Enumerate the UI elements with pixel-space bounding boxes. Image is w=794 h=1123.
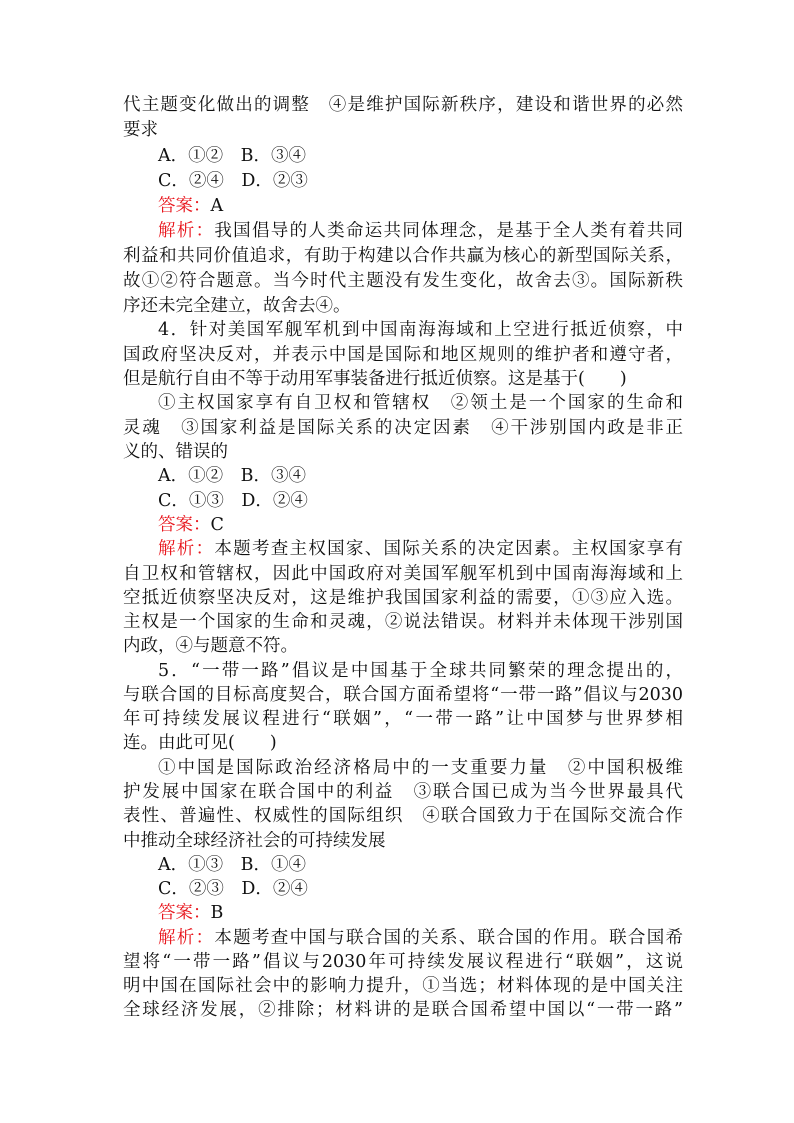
answer-label: 答案：	[158, 515, 211, 535]
q3-answer	[158, 194, 558, 218]
q3-analysis-line-2: 利益和共同价值追求，有助于构建以合作共赢为核心的新型国际关系，	[123, 246, 683, 266]
q4-answer	[158, 513, 558, 537]
answer-value: C	[210, 515, 224, 535]
analysis-label: 解析：	[158, 928, 215, 948]
q5-stem-line-3: 年可持续发展议程进行“联姻”，“一带一路”让中国梦与世界梦相	[123, 709, 683, 729]
q5-analysis-line-3: 明中国在国际社会中的影响力提升，①当选；材料体现的是中国关注	[123, 976, 683, 996]
q5-analysis-line-4: 全球经济发展，②排除；材料讲的是联合国希望中国以“一带一路”	[123, 1000, 683, 1020]
q4-options-ab: A．①② B．③④	[158, 466, 306, 486]
q4-choice-line-2: 灵魂 ③国家利益是国际关系的决定因素 ④干涉别国内政是非正	[123, 418, 683, 438]
q4-analysis-line-4: 主权是一个国家的生命和灵魂，②说法错误。材料并未体现干涉别国	[123, 612, 683, 632]
answer-label: 答案：	[158, 903, 211, 923]
analysis-label: 解析：	[158, 221, 215, 241]
q4-options-cd: C．①③ D．②④	[158, 491, 308, 511]
q3-stem-line-1: 代主题变化做出的调整 ④是维护国际新秩序，建设和谐世界的必然	[123, 95, 683, 115]
q5-analysis-line-1: 解析：本题考查中国与联合国的关系、联合国的作用。联合国希	[158, 928, 683, 948]
analysis-label: 解析：	[158, 539, 215, 559]
q4-analysis-line-5: 内政，④与题意不符。	[123, 636, 298, 656]
q4-stem-line-3: 但是航行自由不等于动用军事装备进行抵近侦察。这是基于( )	[123, 369, 627, 389]
q5-options-cd: C．②③ D．②④	[158, 879, 308, 899]
q5-choice-line-4: 中推动全球经济社会的可持续发展	[123, 831, 386, 851]
q4-analysis-line-2: 自卫权和管辖权，因此中国政府对美国军舰军机到中国南海海域和上	[123, 564, 683, 584]
q5-stem-line-2: 与联合国的目标高度契合，联合国方面希望将“一带一路”倡议与2030	[123, 685, 683, 705]
q5-answer	[158, 901, 558, 925]
q4-analysis-line-1: 解析：本题考查主权国家、国际关系的决定因素。主权国家享有	[158, 539, 683, 559]
q3-options-cd: C．②④ D．②③	[158, 171, 308, 191]
answer-value: A	[210, 196, 224, 216]
q4-choice-line-3: 义的、错误的	[123, 442, 228, 462]
answer-value: B	[210, 903, 224, 923]
q4-stem-line-1: 4．针对美国军舰军机到中国南海海域和上空进行抵近侦察，中	[158, 320, 683, 340]
q4-stem-line-2: 国政府坚决反对，并表示中国是国际和地区规则的维护者和遵守者，	[123, 345, 683, 365]
q5-choice-line-3: 表性、普遍性、权威性的国际组织 ④联合国致力于在国际交流合作	[123, 806, 683, 826]
answer-label: 答案：	[158, 196, 211, 216]
q3-analysis-line-1: 解析：我国倡导的人类命运共同体理念，是基于全人类有着共同	[158, 221, 683, 241]
q5-stem-line-4: 连。由此可见( )	[123, 733, 277, 753]
q3-options-ab: A．①② B．③④	[158, 146, 306, 166]
q4-analysis-line-3: 空抵近侦察坚决反对，这是维护我国国家利益的需要，①③应入选。	[123, 588, 683, 608]
q5-stem-line-1: 5．“一带一路”倡议是中国基于全球共同繁荣的理念提出的，	[158, 661, 683, 681]
q3-stem-line-2: 要求	[123, 120, 158, 140]
q5-options-ab: A．①③ B．①④	[158, 855, 306, 875]
q3-analysis-line-4: 序还未完全建立，故舍去④。	[123, 296, 351, 316]
q5-analysis-line-2: 望将“一带一路”倡议与2030年可持续发展议程进行“联姻”，这说	[123, 952, 683, 972]
q3-analysis-line-3: 故①②符合题意。当今时代主题没有发生变化，故舍去③。国际新秩	[123, 271, 683, 291]
q5-choice-line-2: 护发展中国家在联合国中的利益 ③联合国已成为当今世界最具代	[123, 782, 683, 802]
q4-choice-line-1: ①主权国家享有自卫权和管辖权 ②领土是一个国家的生命和	[158, 393, 683, 413]
q5-choice-line-1: ①中国是国际政治经济格局中的一支重要力量 ②中国积极维	[158, 758, 683, 778]
